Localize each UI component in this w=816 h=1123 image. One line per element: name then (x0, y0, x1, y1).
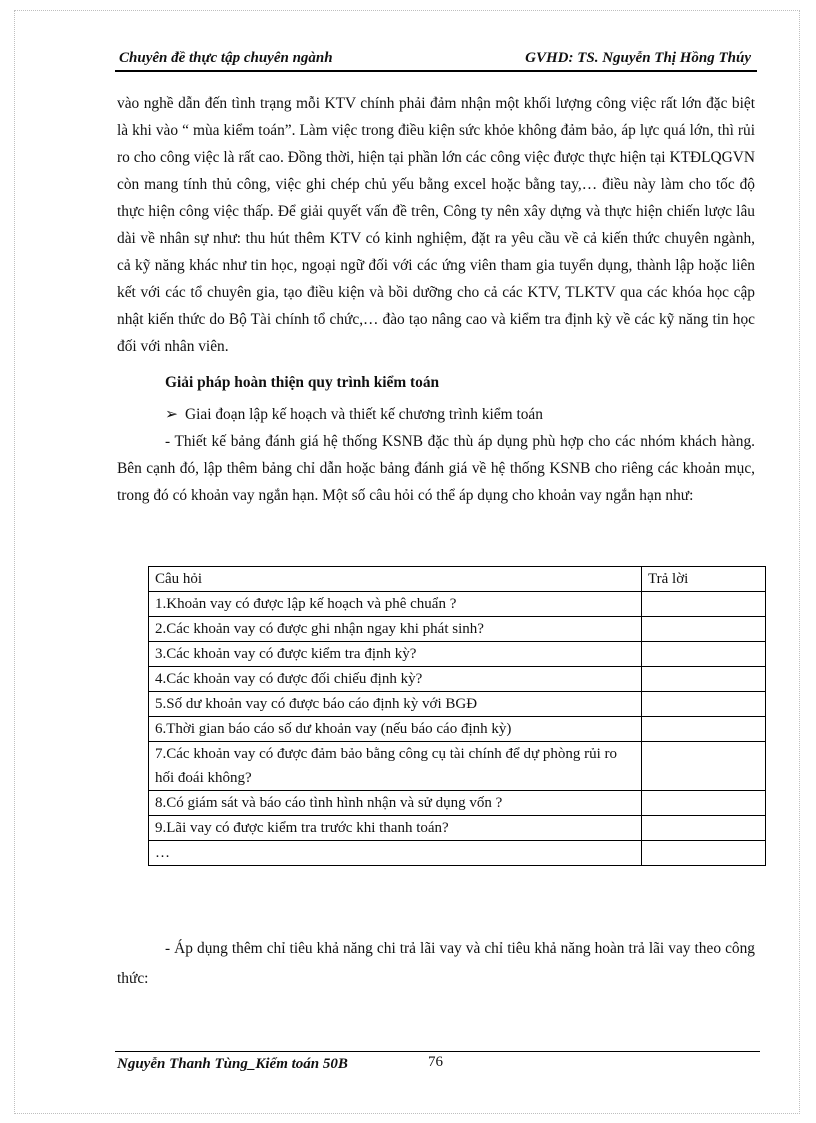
question-cell: 8.Có giám sát và báo cáo tình hình nhận và sử dụng vốn ? (149, 791, 642, 816)
question-cell: 5.Số dư khoản vay có được báo cáo định kỳ với BGĐ (149, 692, 642, 717)
header-title: Chuyên đề thực tập chuyên ngành (119, 50, 333, 66)
table-row (149, 617, 766, 642)
paragraph-staffing: vào nghề dẫn đến tình trạng mỗi KTV chính phải đảm nhận một khối lượng công việc rất lớn đặc biệt là khi vào “ mùa kiểm toán”. Làm việc trong điều kiện sức khỏe không đảm bảo, áp lực quá lớn, thì rủi ro cho công việc là rất cao. Đồng thời, hiện tại phần lớn các công việc được thực hiện tại KTĐLQGVN còn mang tính thủ công, việc ghi chép chủ yếu bằng excel hoặc bằng tay,… điều này làm cho tốc độ thực hiện công việc thấp. Để giải quyết vấn đề trên, Công ty nên xây dựng và thực hiện chiến lược lâu dài về nhân sự như: thu hút thêm KTV có kinh nghiệm, đặt ra yêu cầu về cả kiến thức chuyên ngành, cả kỹ năng khác như tin học, ngoại ngữ đối với các ứng viên tham gia tuyển dụng, thành lập hoặc liên kết với các tổ chuyên gia, tạo điều kiện và bồi dưỡng cho cả các KTV, TLKTV qua các khóa học cập nhật kiến thức do Bộ Tài chính tổ chức,… đào tạo nâng cao và kiểm tra định kỳ về các kỹ năng tin học đối với nhân viên. (117, 95, 755, 355)
answer-cell (642, 742, 766, 791)
question-cell: 4.Các khoản vay có được đối chiếu định kỳ? (149, 667, 642, 692)
question-table (148, 566, 766, 866)
main-content (117, 90, 755, 509)
bullet-item (165, 401, 755, 428)
table-row (149, 592, 766, 617)
answer-cell (642, 816, 766, 841)
table-row (149, 717, 766, 742)
question-cell: 2.Các khoản vay có được ghi nhận ngay khi phát sinh? (149, 617, 642, 642)
page-number: 76 (428, 1054, 443, 1070)
arrow-bullet-icon: ➢ (165, 406, 178, 423)
answer-cell (642, 617, 766, 642)
answer-cell (642, 692, 766, 717)
question-cell: 3.Các khoản vay có được kiểm tra định kỳ? (149, 642, 642, 667)
table-row (149, 791, 766, 816)
table-row (149, 816, 766, 841)
table-row (149, 841, 766, 866)
column-header-question: Câu hỏi (149, 567, 642, 592)
footer-divider (115, 1051, 760, 1052)
footer-author: Nguyễn Thanh Tùng_Kiểm toán 50B (117, 1056, 348, 1072)
question-cell: … (149, 841, 642, 866)
answer-cell (642, 592, 766, 617)
answer-cell (642, 841, 766, 866)
paragraph-ksnb: - Thiết kế bảng đánh giá hệ thống KSNB đặc thù áp dụng phù hợp cho các nhóm khách hàng. Bên cạnh đó, lập thêm bảng chỉ dẫn hoặc bảng đánh giá về hệ thống KSNB cho riêng các khoản mục, trong đó có khoản vay ngắn hạn. Một số câu hỏi có thể áp dụng cho khoản vay ngắn hạn như: (117, 433, 755, 504)
table-row (149, 742, 766, 791)
table-header-row (149, 567, 766, 592)
answer-cell (642, 717, 766, 742)
bullet-text: Giai đoạn lập kế hoạch và thiết kế chương trình kiểm toán (185, 406, 543, 423)
page-header (115, 44, 757, 72)
question-cell: 1.Khoản vay có được lập kế hoạch và phê chuẩn ? (149, 592, 642, 617)
column-header-answer: Trả lời (642, 567, 766, 592)
answer-cell (642, 642, 766, 667)
question-cell: 7.Các khoản vay có được đảm bảo bằng công cụ tài chính để dự phòng rủi ro hối đoái không? (149, 742, 642, 791)
header-supervisor: GVHD: TS. Nguyễn Thị Hồng Thúy (525, 50, 751, 66)
question-cell: 9.Lãi vay có được kiểm tra trước khi thanh toán? (149, 816, 642, 841)
section-heading: Giải pháp hoàn thiện quy trình kiểm toán (165, 374, 440, 391)
question-cell: 6.Thời gian báo cáo số dư khoản vay (nếu báo cáo định kỳ) (149, 717, 642, 742)
answer-cell (642, 667, 766, 692)
table-row (149, 642, 766, 667)
paragraph-formula: - Áp dụng thêm chỉ tiêu khả năng chi trả lãi vay và chỉ tiêu khả năng hoàn trả lãi vay theo công thức: (117, 940, 755, 987)
table-row (149, 692, 766, 717)
table-row (149, 667, 766, 692)
answer-cell (642, 791, 766, 816)
after-table-content (117, 934, 755, 994)
